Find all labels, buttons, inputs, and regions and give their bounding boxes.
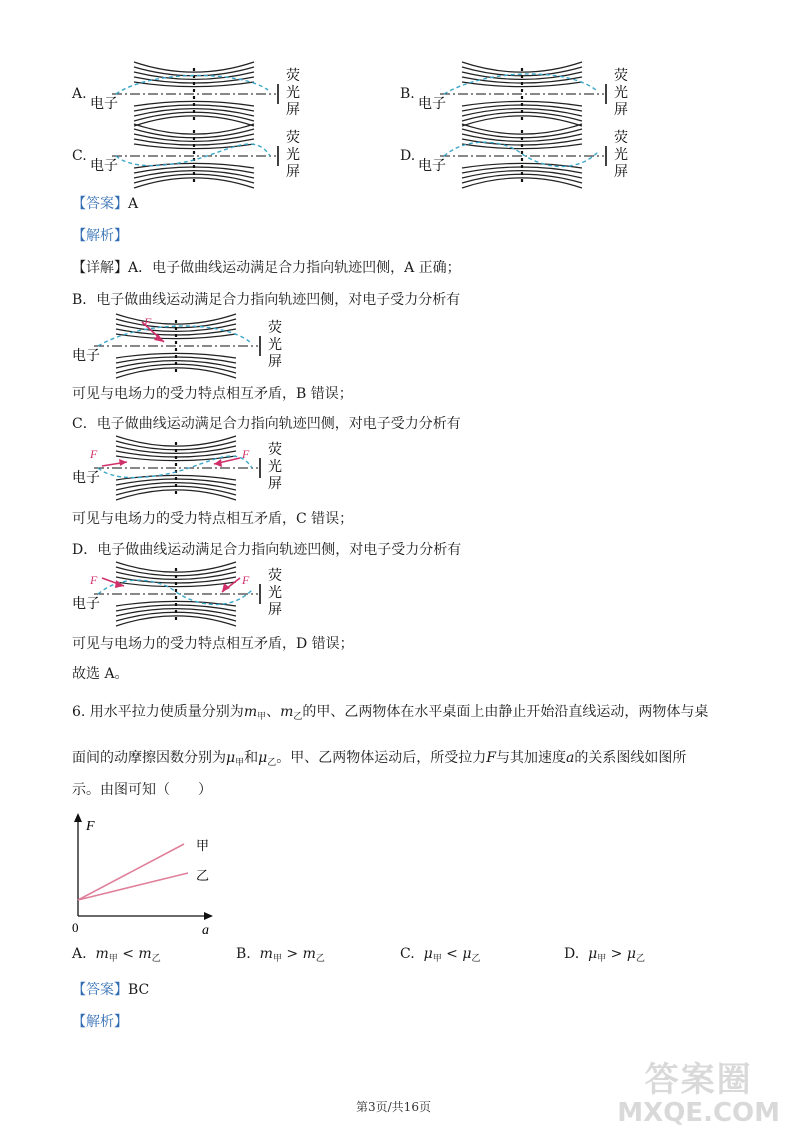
choice-label: C. xyxy=(400,946,415,962)
screen-label: 屏 xyxy=(268,354,282,370)
fa-graph xyxy=(66,808,226,936)
answer-value: BC xyxy=(128,982,150,998)
electron-label: 电子 xyxy=(72,470,100,486)
screen-label: 屏 xyxy=(268,602,282,618)
q6-line3: 示。由图可知（ ） xyxy=(72,782,212,798)
symbol-m: m xyxy=(243,704,258,720)
screen-label: 荧 xyxy=(268,568,282,584)
operator: < xyxy=(446,946,458,962)
field-figure xyxy=(72,566,292,628)
q6-text: 和 xyxy=(244,750,259,766)
figure-detail-d xyxy=(72,566,292,628)
option-c-label: C. xyxy=(72,148,87,164)
q6-line2 xyxy=(72,748,686,773)
sub-jia: 甲 xyxy=(432,954,442,964)
screen-label: 屏 xyxy=(268,476,282,492)
force-arrowhead xyxy=(119,459,127,466)
option-d-label: D. xyxy=(400,148,416,164)
screen-label: 荧 xyxy=(268,320,282,336)
field-figure xyxy=(90,66,310,128)
operator: > xyxy=(286,946,299,962)
x-axis-arrow xyxy=(204,912,213,920)
symbol-m: m xyxy=(259,946,273,962)
symbol-mu: μ xyxy=(258,750,268,766)
x-axis-label: a xyxy=(202,923,209,938)
q6-text: 6. 用水平拉力使质量分别为 xyxy=(72,704,244,720)
analysis-tag-6: 【解析】 xyxy=(72,1014,128,1030)
electron-label: 电子 xyxy=(90,96,118,112)
line-yi xyxy=(78,873,188,900)
figure-option-d xyxy=(418,128,638,190)
figure-option-a xyxy=(90,66,310,128)
sub-jia: 甲 xyxy=(597,954,607,964)
force-label: F xyxy=(144,315,152,329)
analysis-tag-5: 【解析】 xyxy=(72,228,128,244)
choose-answer: 故选 A。 xyxy=(72,666,129,682)
electron-trajectory xyxy=(116,144,270,166)
q6-line1 xyxy=(72,702,708,727)
watermark-bottom: MXQE.COM xyxy=(617,1098,780,1128)
screen-label: 光 xyxy=(268,459,282,475)
screen-label: 荧 xyxy=(286,130,300,146)
symbol-mu: μ xyxy=(226,750,236,766)
screen-label: 光 xyxy=(286,85,300,101)
option-a-label: A. xyxy=(72,86,87,102)
sub-yi: 乙 xyxy=(635,954,645,964)
line-jia xyxy=(78,844,184,900)
choice-6-c xyxy=(400,944,480,969)
field-figure xyxy=(90,128,310,190)
symbol-a: a xyxy=(565,750,575,766)
option-b-label: B. xyxy=(400,86,415,102)
symbol-mu: μ xyxy=(626,946,636,962)
origin-label: 0 xyxy=(72,920,79,935)
detail-d: D．电子做曲线运动满足合力指向轨迹凹侧，对电子受力分析有 xyxy=(72,542,462,558)
sub-yi: 乙 xyxy=(471,954,481,964)
symbol-m: m xyxy=(95,946,109,962)
label-jia: 甲 xyxy=(196,839,210,854)
electron-label: 电子 xyxy=(90,158,118,174)
choice-6-b xyxy=(236,944,325,969)
figure-detail-b xyxy=(72,315,292,380)
detail-d-conclusion: 可见与电场力的受力特点相互矛盾，D 错误； xyxy=(72,636,354,652)
symbol-mu: μ xyxy=(423,946,433,962)
choice-label: D. xyxy=(564,946,580,962)
detail-c: C．电子做曲线运动满足合力指向轨迹凹侧，对电子受力分析有 xyxy=(72,416,461,432)
force-label: F xyxy=(90,447,98,461)
sep: 、 xyxy=(266,704,281,720)
sub-yi: 乙 xyxy=(315,954,325,964)
symbol-mu: μ xyxy=(588,946,598,962)
page-footer: 第3页/共16页 xyxy=(356,1100,431,1114)
field-figure xyxy=(418,128,638,190)
y-axis-label: F xyxy=(86,819,95,834)
figure-detail-c xyxy=(72,440,292,502)
answer-5 xyxy=(72,194,138,214)
screen-label: 荧 xyxy=(286,68,300,84)
detail-c-conclusion: 可见与电场力的受力特点相互矛盾，C 错误； xyxy=(72,511,354,527)
sub-jia: 甲 xyxy=(235,758,245,768)
screen-label: 荧 xyxy=(614,68,628,84)
q6-text: 的关系图线如图所 xyxy=(574,750,687,766)
screen-label: 光 xyxy=(268,337,282,353)
detail-a xyxy=(72,258,461,278)
field-figure xyxy=(72,315,292,380)
force-arrowhead xyxy=(115,580,124,588)
electron-label: 电子 xyxy=(418,96,446,112)
operator: > xyxy=(610,946,623,962)
detail-a-text: A．电子做曲线运动满足合力指向轨迹凹侧，A 正确； xyxy=(128,260,461,276)
answer-bracket: 【答案】 xyxy=(72,196,128,212)
sub-yi: 乙 xyxy=(293,712,303,722)
q6-text: 面间的动摩擦因数分别为 xyxy=(72,750,226,766)
answer-6 xyxy=(72,980,149,1000)
watermark-top: 答案圈 xyxy=(644,1060,753,1100)
label-yi: 乙 xyxy=(196,869,210,884)
detail-b-conclusion: 可见与电场力的受力特点相互矛盾，B 错误； xyxy=(72,386,353,402)
sub-yi: 乙 xyxy=(267,758,277,768)
choice-6-d xyxy=(564,944,645,969)
figure-option-b xyxy=(418,66,638,128)
sub-jia: 甲 xyxy=(272,954,282,964)
screen-label: 光 xyxy=(614,85,628,101)
operator: < xyxy=(122,946,134,962)
symbol-mu: μ xyxy=(462,946,472,962)
screen-label: 荧 xyxy=(268,442,282,458)
symbol-m: m xyxy=(280,704,294,720)
screen-label: 光 xyxy=(286,147,300,163)
symbol-F: F xyxy=(486,750,496,766)
q6-text: 。甲、乙两物体运动后，所受拉力 xyxy=(276,750,487,766)
symbol-m: m xyxy=(302,946,316,962)
figure-option-c xyxy=(90,128,310,190)
force-label: F xyxy=(242,447,250,461)
answer-value: A xyxy=(128,196,139,212)
q6-text: 的甲、乙两物体在水平桌面上由静止开始沿直线运动，两物体与桌 xyxy=(302,704,709,720)
screen-label: 屏 xyxy=(286,102,300,118)
detail-b: B．电子做曲线运动满足合力指向轨迹凹侧，对电子受力分析有 xyxy=(72,292,461,308)
answer-bracket: 【答案】 xyxy=(72,982,128,998)
electron-trajectory xyxy=(98,326,250,346)
sub-yi: 乙 xyxy=(151,954,161,964)
choice-label: A. xyxy=(72,946,87,962)
electron-label: 电子 xyxy=(418,158,446,174)
electron-trajectory xyxy=(98,456,252,478)
force-label: F xyxy=(90,573,98,587)
choice-6-a xyxy=(72,944,161,969)
screen-label: 屏 xyxy=(286,164,300,180)
force-label: F xyxy=(242,573,250,587)
sub-jia: 甲 xyxy=(108,954,118,964)
sub-jia: 甲 xyxy=(257,712,267,722)
screen-label: 屏 xyxy=(614,102,628,118)
watermark xyxy=(617,1061,780,1127)
electron-trajectory xyxy=(444,74,596,94)
screen-label: 光 xyxy=(614,147,628,163)
y-axis-arrow xyxy=(74,813,82,822)
detail-tag: 【详解】 xyxy=(72,260,128,276)
field-figure xyxy=(72,440,292,502)
electron-label: 电子 xyxy=(72,348,100,364)
choice-label: B. xyxy=(236,946,251,962)
screen-label: 光 xyxy=(268,585,282,601)
symbol-m: m xyxy=(138,946,152,962)
electron-label: 电子 xyxy=(72,596,100,612)
field-figure xyxy=(418,66,638,128)
screen-label: 屏 xyxy=(614,164,628,180)
screen-label: 荧 xyxy=(614,130,628,146)
q6-text: 与其加速度 xyxy=(495,750,566,766)
